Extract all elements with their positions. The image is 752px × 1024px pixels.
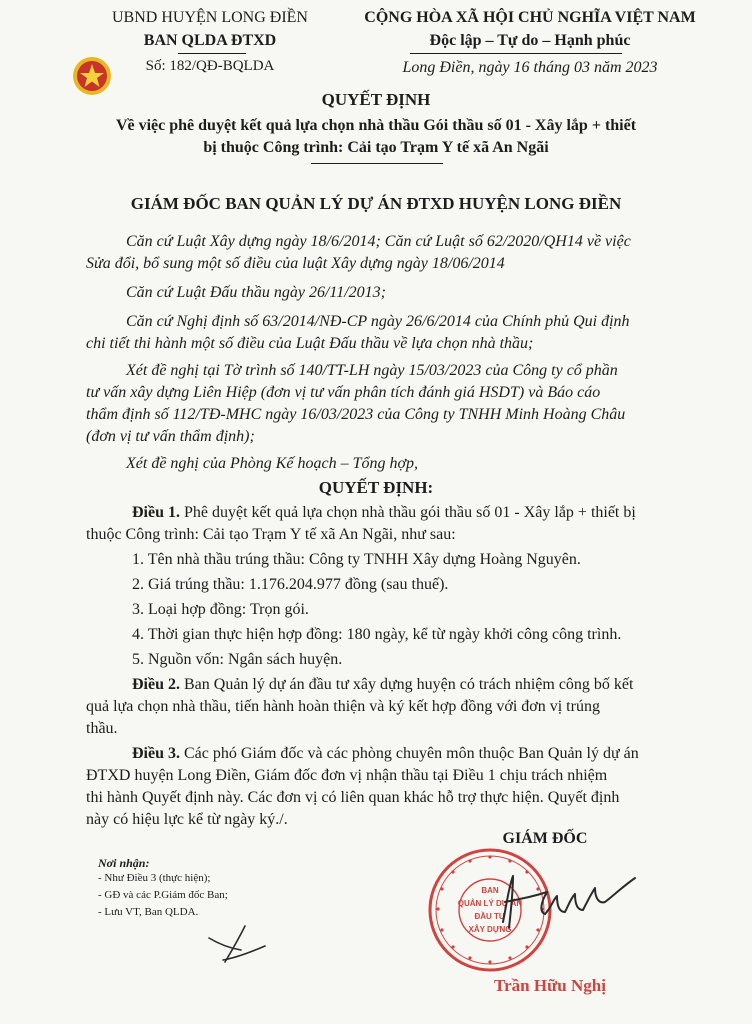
article-2-line-2: quả lựa chọn nhà thầu, tiến hành hoàn thiện và ký kết hợp đồng với đơn vị trúng [86,698,600,715]
stamp-text-line: BAN [481,886,499,895]
national-motto: Độc lập – Tự do – Hạnh phúc [429,32,631,49]
preamble-line: chi tiết thi hành một số điều của Luật Đấu thầu về lựa chọn nhà thầu; [86,335,534,352]
stamp-text-line: XÂY DỰNG [468,925,512,934]
handwritten-signature-icon [495,862,645,942]
preamble-line: thẩm định số 112/TĐ-MHC ngày 16/03/2023 của Công ty TNHH Minh Hoàng Châu [86,406,626,423]
article-1-item: 2. Giá trúng thầu: 1.176.204.977 đồng (sau thuế). [132,576,449,593]
agency-underline [178,53,246,54]
document-title: QUYẾT ĐỊNH [321,90,431,109]
signature-title: GIÁM ĐỐC [502,830,588,847]
motto-underline [410,53,622,54]
article-3-line-1 [132,745,639,763]
article-2-text: Ban Quản lý dự án đầu tư xây dựng huyện có trách nhiệm công bố kết [180,676,634,693]
preamble-line: Căn cứ Nghị định số 63/2014/NĐ-CP ngày 26/6/2014 của Chính phủ Qui định [126,313,630,330]
article-1-label: Điều 1. [132,504,180,521]
recipient-item: - GĐ và các P.Giám đốc Ban; [98,889,228,901]
nation-name: CỘNG HÒA XÃ HỘI CHỦ NGHĨA VIỆT NAM [364,9,696,26]
decision-heading: QUYẾT ĐỊNH: [318,478,434,497]
initial-mark-icon [195,918,275,966]
article-1-line-2: thuộc Công trình: Cải tạo Trạm Y tế xã An Ngãi, như sau: [86,526,456,543]
recipient-item: - Lưu VT, Ban QLDA. [98,906,199,918]
signer-name: Trần Hữu Nghị [494,976,606,995]
recipients-title: Nơi nhận: [98,856,150,870]
document-number: Số: 182/QĐ-BQLDA [145,58,275,74]
article-1-item: 1. Tên nhà thầu trúng thầu: Công ty TNHH Xây dựng Hoàng Nguyên. [132,551,581,568]
article-2-line-3: thầu. [86,720,118,737]
article-1-item: 5. Nguồn vốn: Ngân sách huyện. [132,651,343,668]
agency-line-2: BAN QLDA ĐTXD [143,32,277,49]
subject-line-2: bị thuộc Công trình: Cải tạo Trạm Y tế xã An Ngãi [203,139,549,156]
article-1-item: 3. Loại hợp đồng: Trọn gói. [132,601,309,618]
preamble-line: Sửa đổi, bổ sung một số điều của luật Xây dựng ngày 18/06/2014 [86,255,505,272]
stamp-text-line: ĐẦU TƯ [474,912,506,921]
article-2-label: Điều 2. [132,676,180,693]
recipient-item: - Như Điều 3 (thực hiện); [98,872,211,884]
preamble-line: Căn cứ Luật Xây dựng ngày 18/6/2014; Căn cứ Luật số 62/2020/QH14 về việc [126,233,631,250]
preamble-line: tư vấn xây dựng Liên Hiệp (đơn vị tư vấn phân tích đánh giá HSDT) và Báo cáo [86,384,601,401]
preamble-line: Căn cứ Luật Đấu thầu ngày 26/11/2013; [126,284,386,301]
article-1-text: Phê duyệt kết quả lựa chọn nhà thầu gói thầu số 01 - Xây lắp + thiết bị [180,504,636,521]
article-3-text: Các phó Giám đốc và các phòng chuyên môn thuộc Ban Quản lý dự án [180,745,639,762]
article-3-label: Điều 3. [132,745,180,762]
preamble-line: Xét đề nghị của Phòng Kế hoạch – Tổng hợp, [126,455,419,472]
agency-line-1: UBND HUYỆN LONG ĐIỀN [112,9,308,26]
article-1-item: 4. Thời gian thực hiện hợp đồng: 180 ngày, kể từ ngày khởi công công trình. [132,626,622,643]
article-2-line-1 [132,676,633,694]
article-3-line-2: ĐTXD huyện Long Điền, Giám đốc đơn vị nhận thầu tại Điều 1 chịu trách nhiệm [86,767,608,784]
preamble-line: Xét đề nghị tại Tờ trình số 140/TT-LH ngày 15/03/2023 của Công ty cổ phần [126,362,618,379]
article-1-line-1 [132,504,636,522]
title-underline [311,163,443,164]
issuing-authority: GIÁM ĐỐC BAN QUẢN LÝ DỰ ÁN ĐTXD HUYỆN LONG ĐIỀN [130,194,622,213]
place-and-date: Long Điền, ngày 16 tháng 03 năm 2023 [402,59,658,76]
subject-line-1: Về việc phê duyệt kết quả lựa chọn nhà thầu Gói thầu số 01 - Xây lắp + thiết [115,117,637,134]
article-3-line-3: thi hành Quyết định này. Các đơn vị có liên quan khác hỗ trợ thực hiện. Quyết định [86,789,620,806]
stamp-text-line: QUẢN LÝ DỰ ÁN [457,899,523,908]
article-3-line-4: này có hiệu lực kể từ ngày ký./. [86,811,288,828]
preamble-line: (đơn vị tư vấn thẩm định); [86,428,255,445]
